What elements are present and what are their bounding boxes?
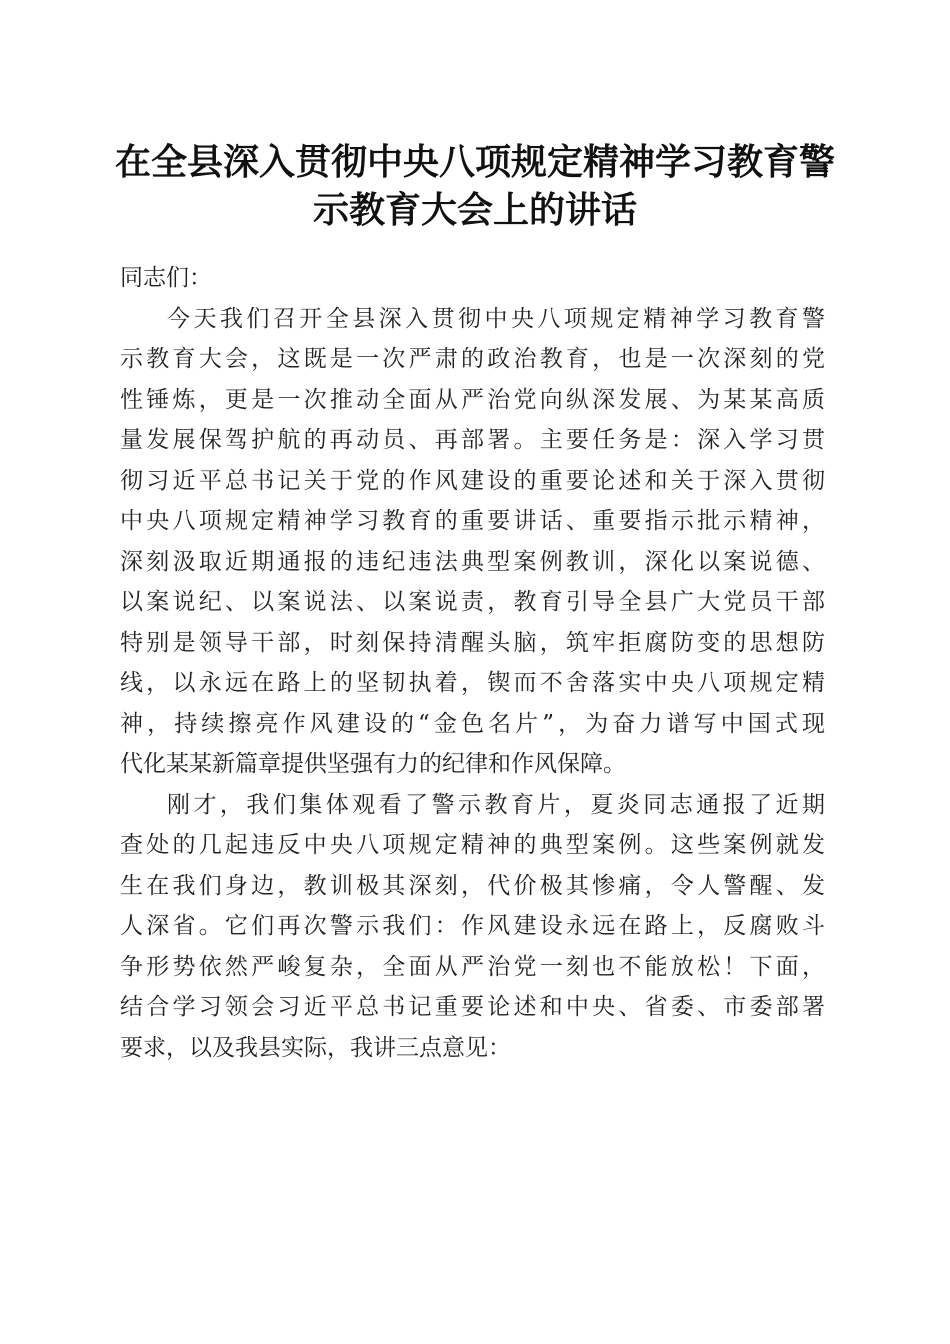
paragraph-line: 示教育大会，这既是一次严肃的政治教育，也是一次深刻的党 [120,346,825,372]
title-line-2: 示教育大会上的讲话 [312,189,637,231]
paragraph-line: 深刻汲取近期通报的违纪违法典型案例教训，深化以案说德、 [120,548,825,575]
paragraph-line: 性锤炼，更是一次推动全面从严治党向纵深发展、为某某高质 [120,386,825,413]
paragraph-line: 中央八项规定精神学习教育的重要讲话、重要指示批示精神， [120,508,825,534]
paragraph-line: 以案说纪、以案说法、以案说责，教育引导全县广大党员干部 [120,589,825,615]
speech-body [120,258,825,1068]
paragraph-line: 特别是领导干部，时刻保持清醒头脑，筑牢拒腐防变的思想防 [120,629,825,656]
paragraph-line: 量发展保驾护航的再动员、再部署。主要任务是：深入学习贯 [120,427,825,453]
document-title [110,138,840,234]
paragraph-line: 要求，以及我县实际，我讲三点意见： [120,1034,511,1061]
salutation: 同志们： [120,265,212,291]
paragraph-line: 争形势依然严峻复杂，全面从严治党一刻也不能放松！下面， [120,953,825,980]
paragraph-1 [120,299,825,785]
paragraph-line: 线，以永远在路上的坚韧执着，锲而不舍落实中央八项规定精 [120,670,825,696]
paragraph-line: 查处的几起违反中央八项规定精神的典型案例。这些案例就发 [120,832,825,858]
paragraph-2 [120,785,825,1069]
paragraph-line: 人深省。它们再次警示我们：作风建设永远在路上，反腐败斗 [120,913,825,939]
paragraph-line: 今天我们召开全县深入贯彻中央八项规定精神学习教育警 [167,305,825,332]
title-line-1: 在全县深入贯彻中央八项规定精神学习教育警 [114,141,835,183]
paragraph-line: 彻习近平总书记关于党的作风建设的重要论述和关于深入贯彻 [120,467,825,494]
paragraph-line: 神，持续擦亮作风建设的“金色名片”，为奋力谱写中国式现 [120,710,825,737]
paragraph-line: 代化某某新篇章提供坚强有力的纪律和作风保障。 [120,751,626,777]
paragraph-line: 刚才，我们集体观看了警示教育片，夏炎同志通报了近期 [167,791,825,818]
paragraph-line: 生在我们身边，教训极其深刻，代价极其惨痛，令人警醒、发 [120,872,825,899]
paragraph-line: 结合学习领会习近平总书记重要论述和中央、省委、市委部署 [120,994,825,1020]
